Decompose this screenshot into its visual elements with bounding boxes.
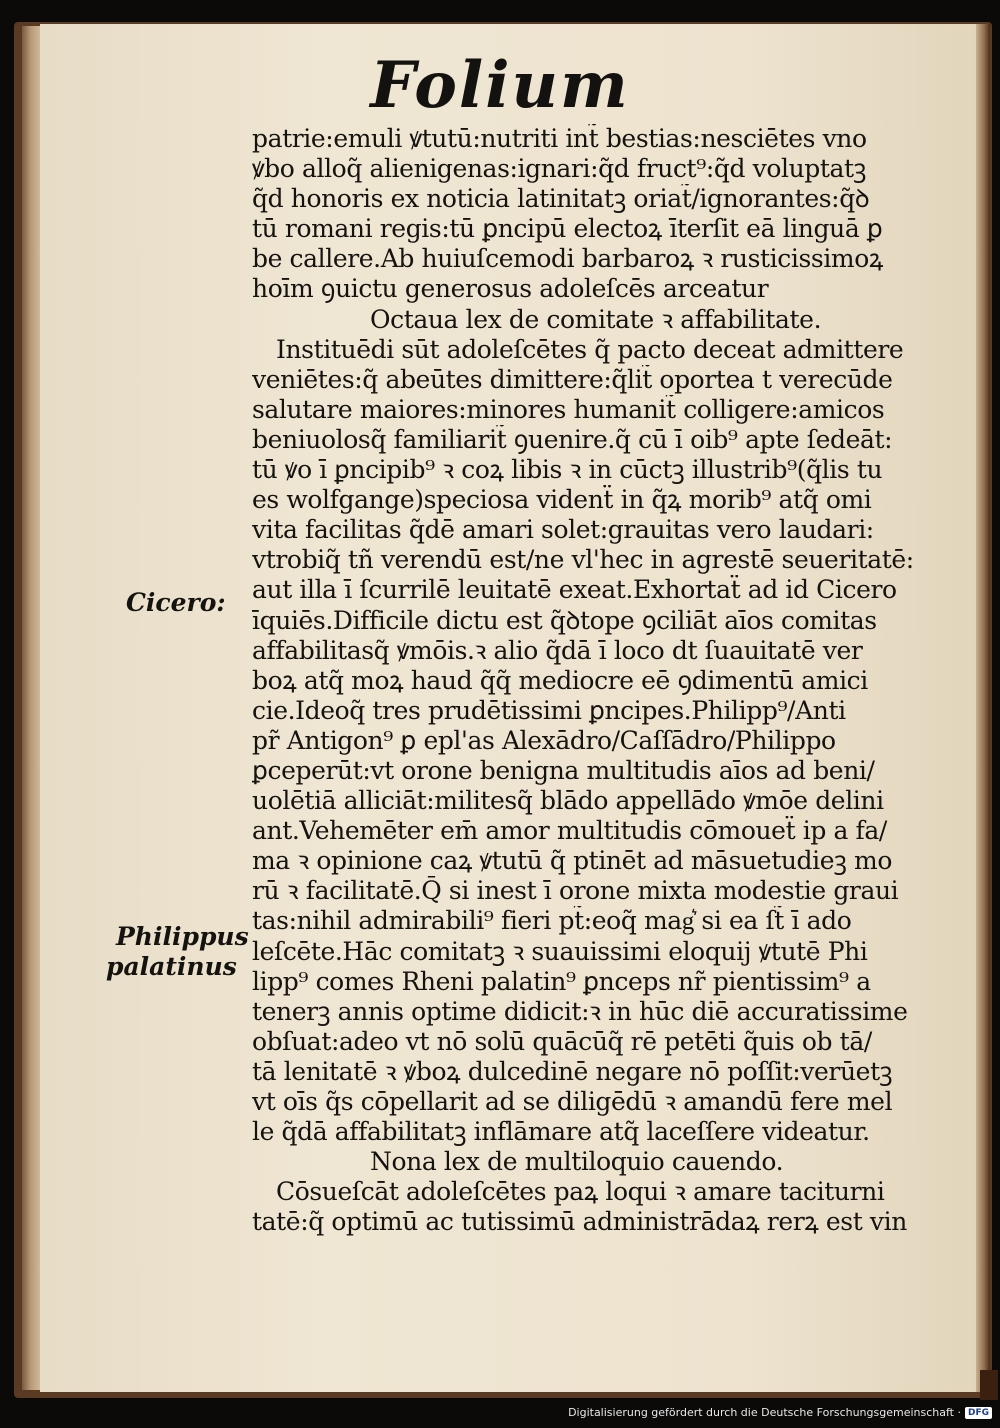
text-line: ma ꝛ opinione caꝝ ꝟtutū q̃ ptinēt ad māsuetudieꝫ mo: [252, 846, 893, 876]
page-header-title: Folium: [370, 48, 630, 123]
margin-note-cicero: Cicero:: [126, 588, 226, 617]
right-page-edge: [976, 24, 990, 1392]
text-line: veniētes:q̃ abeūtes dimittere:q̃lit̃ oportea t verecūde: [252, 364, 893, 394]
text-line: le q̃dā affabilitatꝫ inflāmare atq̃ laceſſere videatur.: [252, 1117, 870, 1147]
text-line: Instituēdi sūt adoleſcētes q̃ pacto deceat admittere: [276, 334, 904, 364]
text-line: īquiēs.Difficile dictu est q̃ꝺtope ꝯciliāt aīos comitas: [252, 605, 877, 635]
dfg-logo-icon: DFG: [965, 1407, 992, 1419]
text-line: q̃d honoris ex noticia latinitatꝫ oriat̃/ignorantes:q̃ꝺ: [252, 184, 870, 214]
body-text: [252, 124, 942, 1237]
text-line: ꝟbo alloq̃ alienigenas:ignari:q̃d fruct⁹:q̃d voluptatꝫ: [252, 154, 867, 184]
text-line: es wolfgange)speciosa videnẗ in q̃ꝝ morib⁹ atq̃ omi: [252, 485, 872, 515]
text-line: tas:nihil admirabili⁹ fieri pt̃:eoq̃ mag͛ si ea ſt̃ ī ado: [252, 906, 852, 936]
text-line: ant.Vehemēter em̄ amor multitudis cōmoueẗ ip a fa/: [252, 816, 887, 846]
text-line: tū romani regis:tū ꝑncipū electoꝝ īterſit eā linguā ꝑ: [252, 214, 883, 244]
footer-credit: [568, 1406, 992, 1419]
text-line: vtrobiq̃ tñ verendū est/ne vl'hec in agrestē seueritatē:: [252, 545, 914, 575]
section-heading: Nona lex de multiloquio cauendo.: [370, 1147, 784, 1177]
text-line: affabilitasq̃ ꝟmōis.ꝛ alio q̃dā ī loco dt ſuauitatē ver: [252, 635, 863, 665]
text-line: leſcēte.Hāc comitatꝫ ꝛ suauissimi eloquij ꝟtutē Phi: [252, 936, 868, 966]
text-line: uolētiā alliciāt:militesq̃ blādo appellādo ꝟmōe delini: [252, 786, 884, 816]
text-line: rū ꝛ facilitatē.Q̄ si inest ī orone mixta modestie graui: [252, 876, 899, 906]
text-line: tatē:q̃ optimū ac tutissimū administrādaꝝ rerꝝ est vin: [252, 1207, 907, 1237]
text-line: hoīm ꝯuictu generosus adoleſcēs arceatur: [252, 274, 769, 304]
binding-corner: [980, 1370, 998, 1400]
text-line: beniuolosq̃ familiarit̃ ꝯuenire.q̃ cū ī oib⁹ apte ſedeāt:: [252, 424, 893, 454]
text-line: vt oīs q̃s cōpellarit ad se diligēdū ꝛ amandū fere mel: [252, 1087, 893, 1116]
text-line: ꝑceperūt:vt orone benigna multitudis aīos ad beni/: [252, 755, 875, 785]
section-heading: Octaua lex de comitate ꝛ affabilitate.: [370, 304, 822, 334]
text-line: salutare maiores:minores humanit̃ colligere:amicos: [252, 394, 885, 424]
text-line: cie.Ideoq̃ tres prudētissimi ꝑncipes.Philipp⁹/Anti: [252, 695, 846, 725]
margin-note-philippus: Philippus: [116, 922, 249, 951]
margin-note-palatinus: palatinus: [106, 952, 237, 981]
text-line: be callere.Ab huiuſcemodi barbaroꝝ ꝛ rusticissimoꝝ: [252, 244, 883, 274]
text-line: patrie:emuli ꝟtutū:nutriti int̃ bestias:nesciētes vno: [252, 124, 867, 153]
text-line: tā lenitatē ꝛ ꝟboꝝ dulcedinē negare nō poſſit:verūetꝫ: [252, 1056, 893, 1086]
footer-credit-text: Digitalisierung gefördert durch die Deutsche Forschungsgemeinschaft ·: [568, 1406, 961, 1419]
text-line: pr̃ Antigon⁹ ꝑ epl'as Alexādro/Caſſādro/Philippo: [252, 725, 836, 755]
text-line: tū ꝟo ī ꝑncipib⁹ ꝛ coꝝ libis ꝛ in cūctꝫ illustrib⁹(q̃lis tu: [252, 455, 883, 485]
text-line: vita facilitas q̃dē amari solet:grauitas vero laudari:: [252, 515, 874, 545]
text-line: boꝝ atq̃ moꝝ haud q̃q̃ mediocre eē ꝯdimentū amici: [252, 665, 868, 695]
text-line: aut illa ī ſcurrilē leuitatē exeat.Exhortaẗ ad id Cicero: [252, 575, 897, 605]
text-line: tenerꝫ annis optime didicit:ꝛ in hūc diē accuratissime: [252, 996, 908, 1026]
text-line: Cōsueſcāt adoleſcētes paꝝ loqui ꝛ amare taciturni: [276, 1177, 885, 1207]
text-line: lipp⁹ comes Rheni palatin⁹ ꝑnceps nr̃ pientissim⁹ a: [252, 966, 871, 996]
text-line: obſuat:adeo vt nō solū quācūq̃ rē petēti q̃uis ob tā/: [252, 1026, 872, 1056]
